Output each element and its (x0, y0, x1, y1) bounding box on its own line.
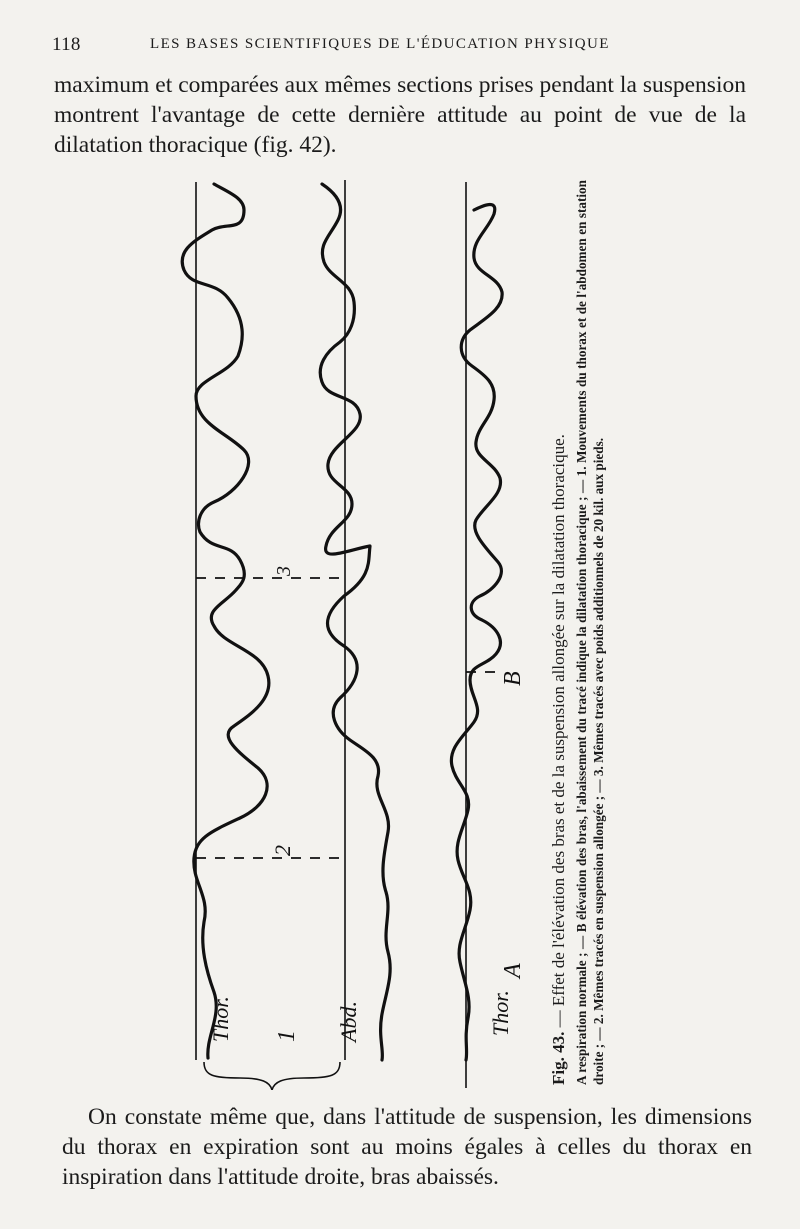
caption-figure-label: Fig. 43. (549, 1031, 568, 1085)
brace-left (204, 1062, 272, 1090)
figure-caption (548, 180, 638, 1085)
label-mark-2: 2 (270, 845, 295, 856)
top-paragraph: maximum et comparées aux mêmes sections prises pendant la suspension montrent l'avantage de cette dernière attitude au point de vue de la dilatation thoracique (fig. 42). (54, 72, 746, 158)
label-thor-1: Thor. (208, 996, 233, 1042)
label-abd: Abd. (336, 1001, 361, 1042)
brace-right (272, 1062, 340, 1090)
tracing-abd (320, 184, 390, 1060)
caption-body: A respiration normale ; — B élévation des bras, l'abaissement du tracé indique la dilatation thoracique ; — 1. Mouvements du thorax et de l'abdomen en station droite ; — 2. Mêmes tracés en suspension allongée ; — 3. Mêmes tracés avec poids additionnels de 20 kil. aux pieds. (574, 180, 606, 1085)
label-thor-2: Thor. (488, 990, 513, 1036)
label-mark-3: 3 (273, 566, 295, 576)
label-mark-1: 1 (274, 1030, 300, 1042)
tracing-thor-2 (451, 205, 502, 1061)
tracings-drawing (0, 170, 800, 1090)
page-header (42, 30, 682, 60)
label-mark-a: A (500, 963, 526, 978)
tracing-thor-1 (182, 184, 269, 1058)
page-number: 118 (52, 34, 81, 55)
caption-title: — Effet de l'élévation des bras et de la suspension allongée sur la dilatation thoracique. (549, 434, 568, 1032)
respiration-tracings-figure (0, 170, 800, 1090)
running-head: LES BASES SCIENTIFIQUES DE L'ÉDUCATION PHYSIQUE (150, 36, 610, 52)
label-mark-b: B (500, 671, 526, 686)
bottom-paragraph: On constate même que, dans l'attitude de suspension, les dimensions du thorax en expiration sont au moins égales à celles du thorax en inspiration dans l'attitude droite, bras abaissés. (62, 1104, 752, 1190)
caption-title-line (548, 180, 570, 1085)
